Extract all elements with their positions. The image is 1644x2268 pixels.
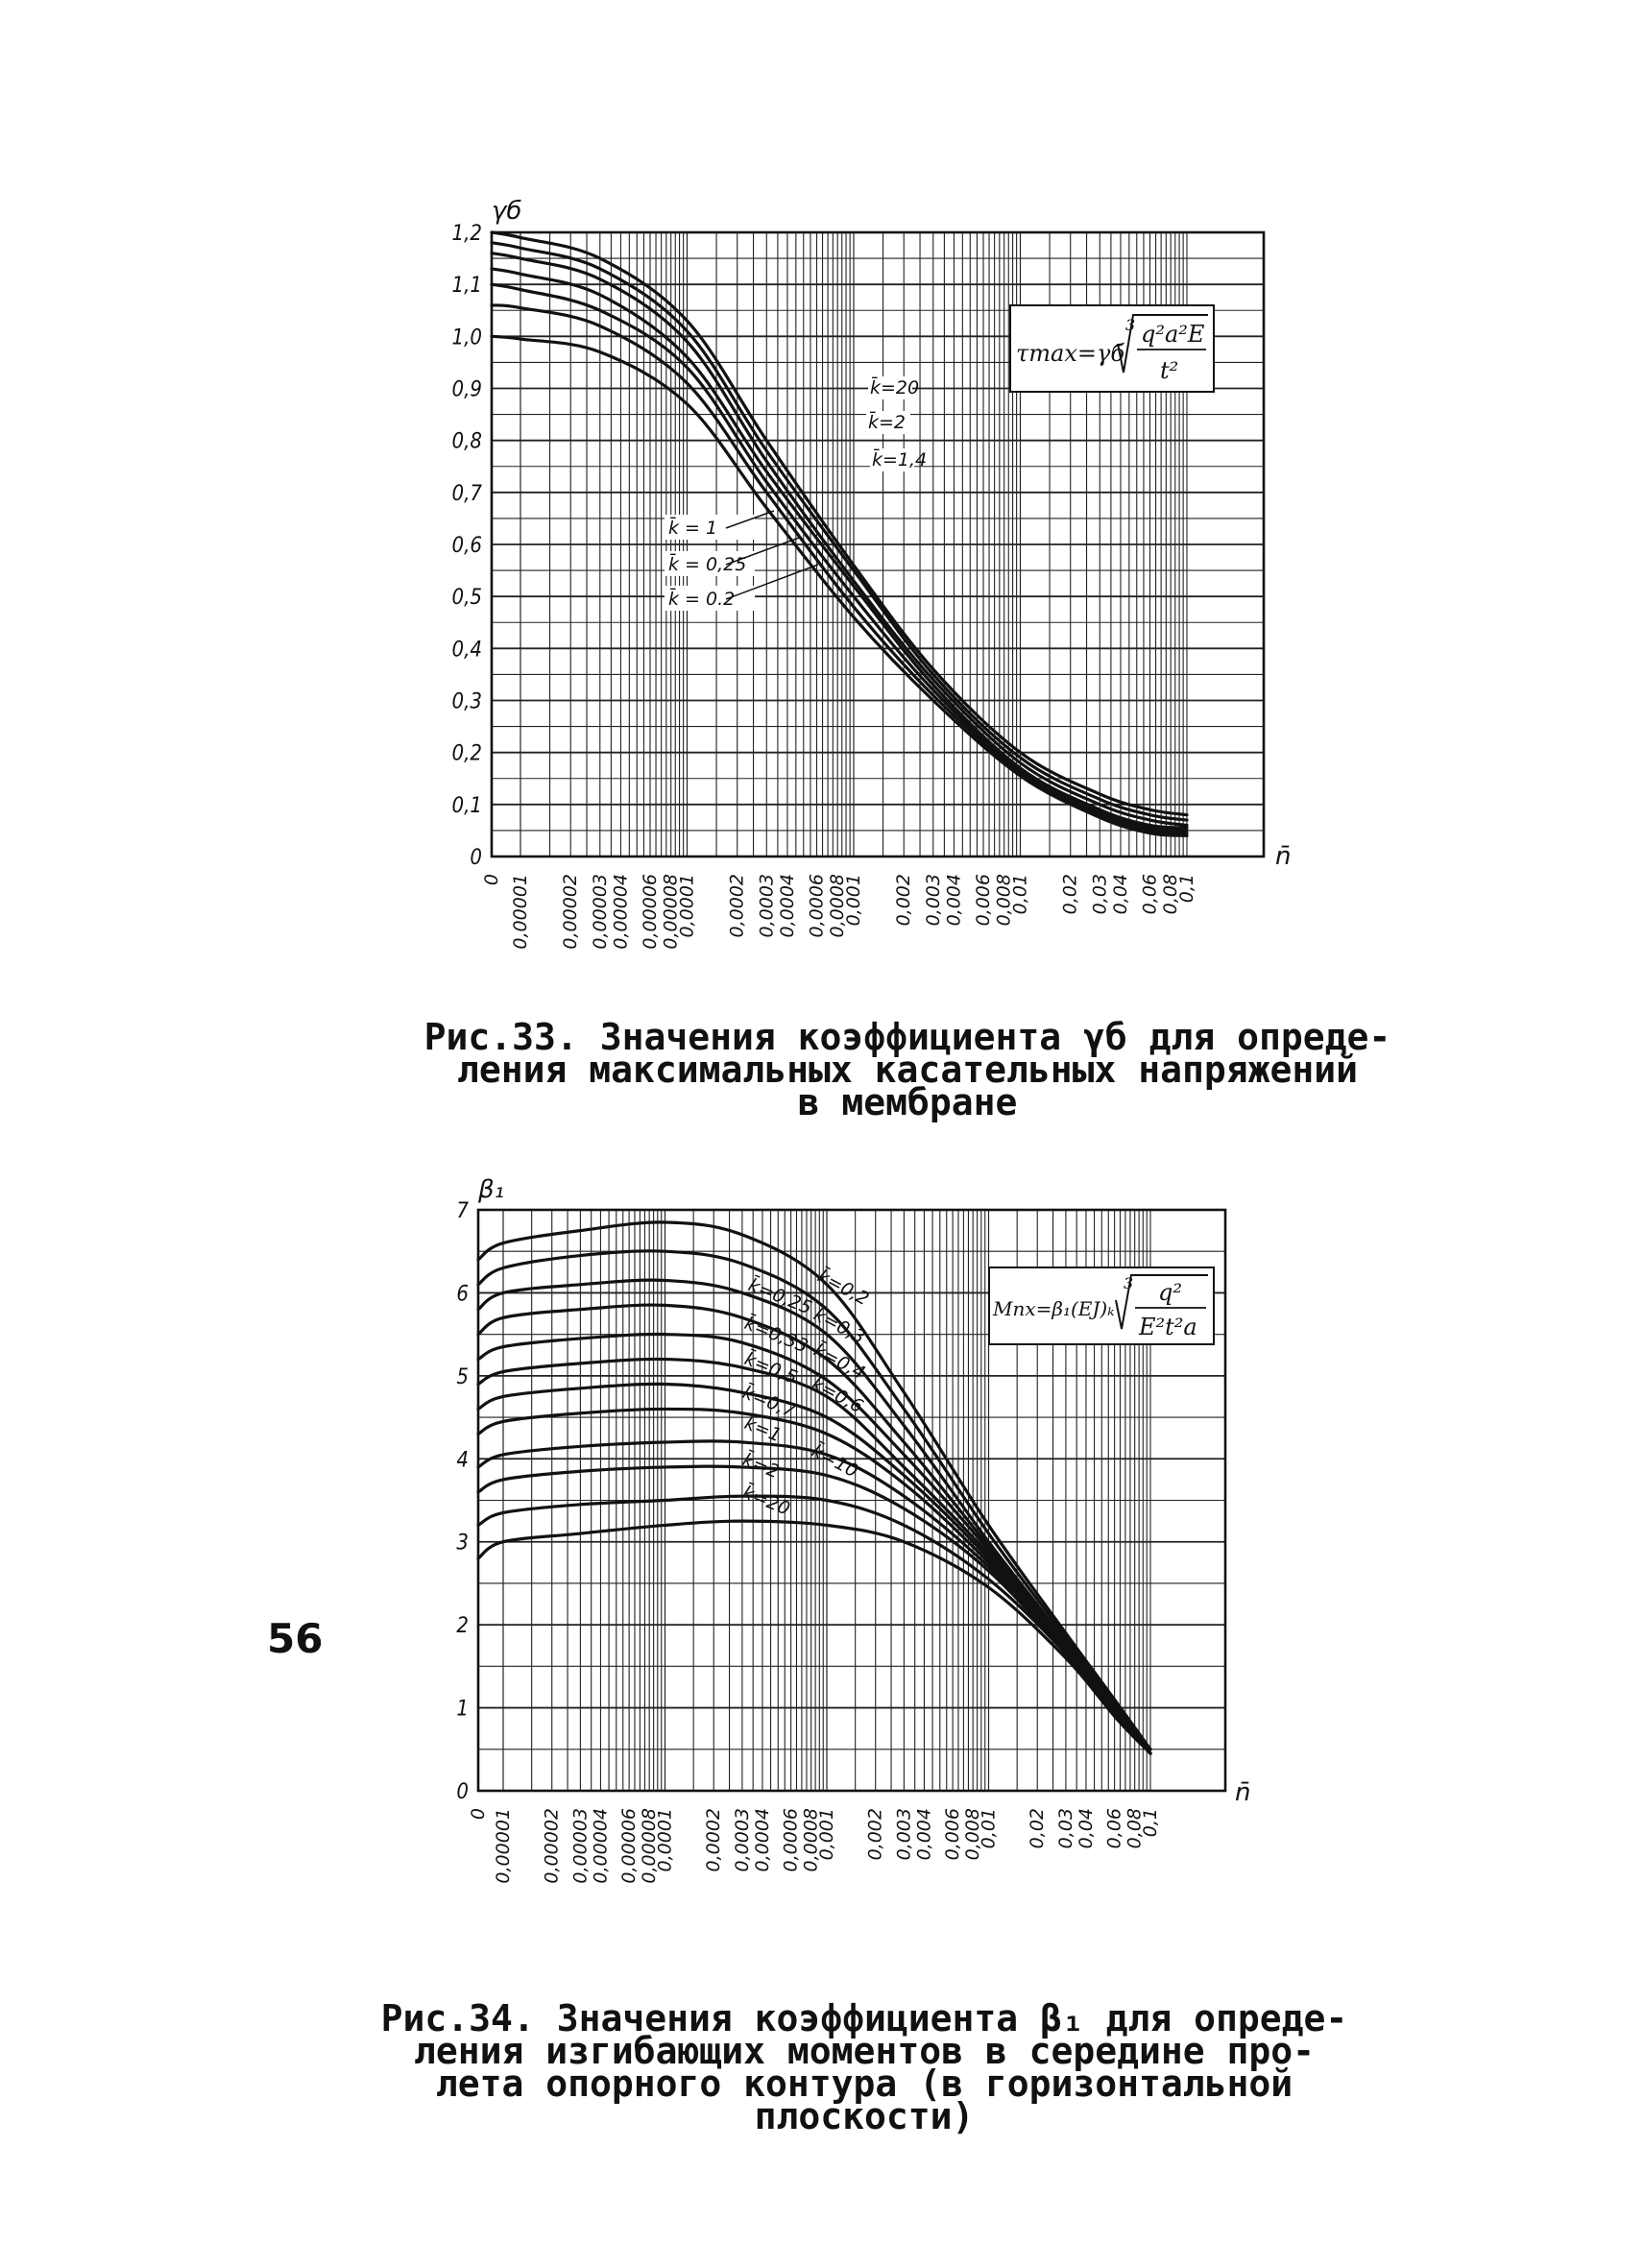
x-tick-label: 0,00003 <box>589 874 611 950</box>
x-tick-label: 0 <box>468 1808 489 1821</box>
y-ticks-fig34 <box>456 1199 469 1804</box>
x-tick-label: 0,00004 <box>590 1808 612 1884</box>
x-tick-label: 0,004 <box>943 874 965 927</box>
formula-denominator: E²t²a <box>1139 1314 1197 1340</box>
curve-label: k̄ = 1 <box>668 518 718 539</box>
x-tick-label: 0,006 <box>942 1808 964 1861</box>
curve-label: k̄=10 <box>808 1439 862 1483</box>
y-tick-label: 0,4 <box>451 638 482 663</box>
curve-label: k̄=0,25 <box>745 1274 815 1319</box>
x-tick-label: 0,0002 <box>726 874 748 938</box>
curve-label: k̄=2 <box>739 1449 783 1484</box>
x-tick-label: 0,00008 <box>660 874 682 950</box>
curve-label: k̄ = 0.2 <box>668 589 736 610</box>
formula-box <box>989 1267 1214 1344</box>
formula-root: 3 <box>1125 316 1136 334</box>
x-tick-label: 0,0001 <box>654 1808 676 1872</box>
caption-line: лета опорного контура (в горизонтальной <box>435 2063 1293 2105</box>
x-tick-label: 0,0003 <box>756 874 778 938</box>
formula-root: 3 <box>1124 1274 1134 1292</box>
y-tick-label: 0,3 <box>451 689 482 714</box>
x-tick-label: 0,01 <box>1009 874 1031 915</box>
x-tick-label: 0,0008 <box>800 1808 822 1872</box>
caption-fig34 <box>355 1997 1373 2137</box>
x-tick-label: 0,00002 <box>560 874 582 950</box>
x-axis-label: n̄ <box>1235 1778 1251 1807</box>
y-tick-label: 0,1 <box>451 793 482 818</box>
x-tick-label: 0,06 <box>1103 1808 1125 1849</box>
y-tick-label: 1,2 <box>451 222 482 246</box>
x-tick-label: 0,0004 <box>776 874 798 938</box>
curve-label: k̄=0,7 <box>739 1382 799 1423</box>
chart-fig33 <box>423 192 1306 1018</box>
x-tick-label: 0,0006 <box>780 1808 802 1872</box>
curve-label: k̄=0,4 <box>810 1339 869 1385</box>
x-tick-label: 0 <box>481 874 502 886</box>
formula-denominator: t² <box>1160 357 1179 384</box>
caption-line: ления максимальных касательных напряжений <box>457 1049 1358 1091</box>
y-tick-label: 0 <box>456 1780 469 1804</box>
x-tick-label: 0,001 <box>816 1808 837 1861</box>
y-ticks-fig33 <box>452 222 483 870</box>
y-tick-label: 0,9 <box>451 377 482 402</box>
caption-line: Рис.33. Значения коэффициента γб для опреде- <box>423 1016 1391 1058</box>
formula-numerator: q²a²E <box>1141 321 1205 348</box>
x-tick-label: 0,06 <box>1139 874 1161 915</box>
x-tick-label: 0,00001 <box>493 1808 514 1884</box>
x-tick-label: 0,003 <box>922 874 944 927</box>
curve-label: k̄=20 <box>739 1482 793 1520</box>
y-tick-label: 7 <box>456 1199 469 1223</box>
x-tick-label: 0,008 <box>962 1808 984 1861</box>
y-tick-label: 1 <box>456 1697 469 1722</box>
x-tick-label: 0,0002 <box>703 1808 725 1872</box>
y-tick-label: 6 <box>456 1282 469 1307</box>
series-line <box>478 1384 1150 1753</box>
x-tick-label: 0,08 <box>1160 874 1182 915</box>
y-tick-label: 1,0 <box>451 326 482 350</box>
caption-line: плоскости) <box>754 2095 975 2137</box>
x-tick-label: 0,00004 <box>610 874 632 950</box>
x-tick-label: 0,006 <box>973 874 995 927</box>
y-tick-label: 3 <box>456 1531 469 1556</box>
series-line <box>492 336 1187 835</box>
curve-label: k̄=1 <box>741 1412 785 1447</box>
x-tick-label: 0,0006 <box>806 874 828 938</box>
x-tick-label: 0,0003 <box>731 1808 753 1872</box>
curve-label: k̄=0,6 <box>808 1372 867 1418</box>
x-axis-label: n̄ <box>1275 842 1292 871</box>
x-tick-label: 0,1 <box>1176 874 1197 904</box>
x-tick-label: 0,01 <box>978 1808 1000 1849</box>
y-axis-label: γб <box>492 197 522 226</box>
x-tick-label: 0,0001 <box>676 874 698 938</box>
y-tick-label: 2 <box>456 1614 469 1639</box>
curve-label: k̄=1,4 <box>872 449 928 470</box>
x-ticks-fig33 <box>481 874 1197 950</box>
y-tick-label: 0,8 <box>451 429 482 454</box>
series-line <box>478 1441 1150 1753</box>
formula-numerator: q² <box>1158 1279 1182 1306</box>
x-tick-label: 0,0004 <box>751 1808 773 1872</box>
curve-label: k̄=0,33 <box>741 1313 811 1358</box>
formula-lhs: τmax=γб <box>1016 340 1124 367</box>
x-tick-label: 0,04 <box>1075 1808 1097 1849</box>
x-tick-label: 0,0008 <box>827 874 849 938</box>
caption-line: в мембране <box>797 1081 1018 1123</box>
page-number: 56 <box>267 1615 324 1662</box>
x-tick-label: 0,02 <box>1027 1808 1049 1849</box>
curve-label: k̄=0,2 <box>813 1265 873 1311</box>
y-axis-label: β₁ <box>478 1175 505 1204</box>
caption-line: Рис.34. Значения коэффициента β₁ для опреде- <box>380 1997 1348 2039</box>
y-tick-label: 0,5 <box>451 586 482 611</box>
x-tick-label: 0,00006 <box>640 874 662 950</box>
x-tick-label: 0,00003 <box>569 1808 592 1884</box>
x-tick-label: 0,08 <box>1124 1808 1146 1849</box>
y-tick-label: 5 <box>456 1364 469 1389</box>
curve-label: k̄=0,5 <box>741 1348 801 1389</box>
y-tick-label: 1,1 <box>451 274 482 299</box>
curve-label: k̄=2 <box>868 412 907 433</box>
x-tick-label: 0,02 <box>1059 874 1081 915</box>
y-tick-label: 0 <box>470 846 482 870</box>
x-tick-label: 0,002 <box>864 1808 886 1861</box>
y-tick-label: 0,2 <box>451 741 482 766</box>
x-tick-label: 0,008 <box>993 874 1015 927</box>
chart-fig34 <box>423 1176 1287 1944</box>
curve-label: k̄=0,3 <box>810 1303 869 1349</box>
curve-label: k̄ = 0,25 <box>668 554 747 575</box>
x-tick-label: 0,00008 <box>639 1808 661 1884</box>
y-tick-label: 0,6 <box>451 534 482 558</box>
formula-lhs: Mnx=β₁(EJ)ₖ <box>993 1297 1115 1320</box>
caption-line: ления изгибающих моментов в середине про- <box>414 2030 1315 2072</box>
x-tick-label: 0,04 <box>1109 874 1131 915</box>
x-tick-label: 0,00002 <box>541 1808 563 1884</box>
x-tick-label: 0,002 <box>893 874 915 927</box>
x-tick-label: 0,00006 <box>618 1808 641 1884</box>
x-tick-label: 0,004 <box>913 1808 935 1861</box>
formula-box <box>1010 305 1214 392</box>
y-tick-label: 0,7 <box>451 481 482 506</box>
x-tick-label: 0,03 <box>1089 874 1111 915</box>
x-ticks-fig34 <box>468 1808 1161 1884</box>
x-tick-label: 0,00001 <box>510 874 531 950</box>
x-tick-label: 0,1 <box>1140 1808 1161 1838</box>
x-tick-label: 0,03 <box>1054 1808 1076 1849</box>
y-tick-label: 4 <box>456 1448 469 1473</box>
x-tick-label: 0,001 <box>843 874 864 927</box>
caption-fig33 <box>365 1016 1450 1123</box>
curve-label: k̄=20 <box>870 377 920 398</box>
x-tick-label: 0,003 <box>893 1808 915 1861</box>
